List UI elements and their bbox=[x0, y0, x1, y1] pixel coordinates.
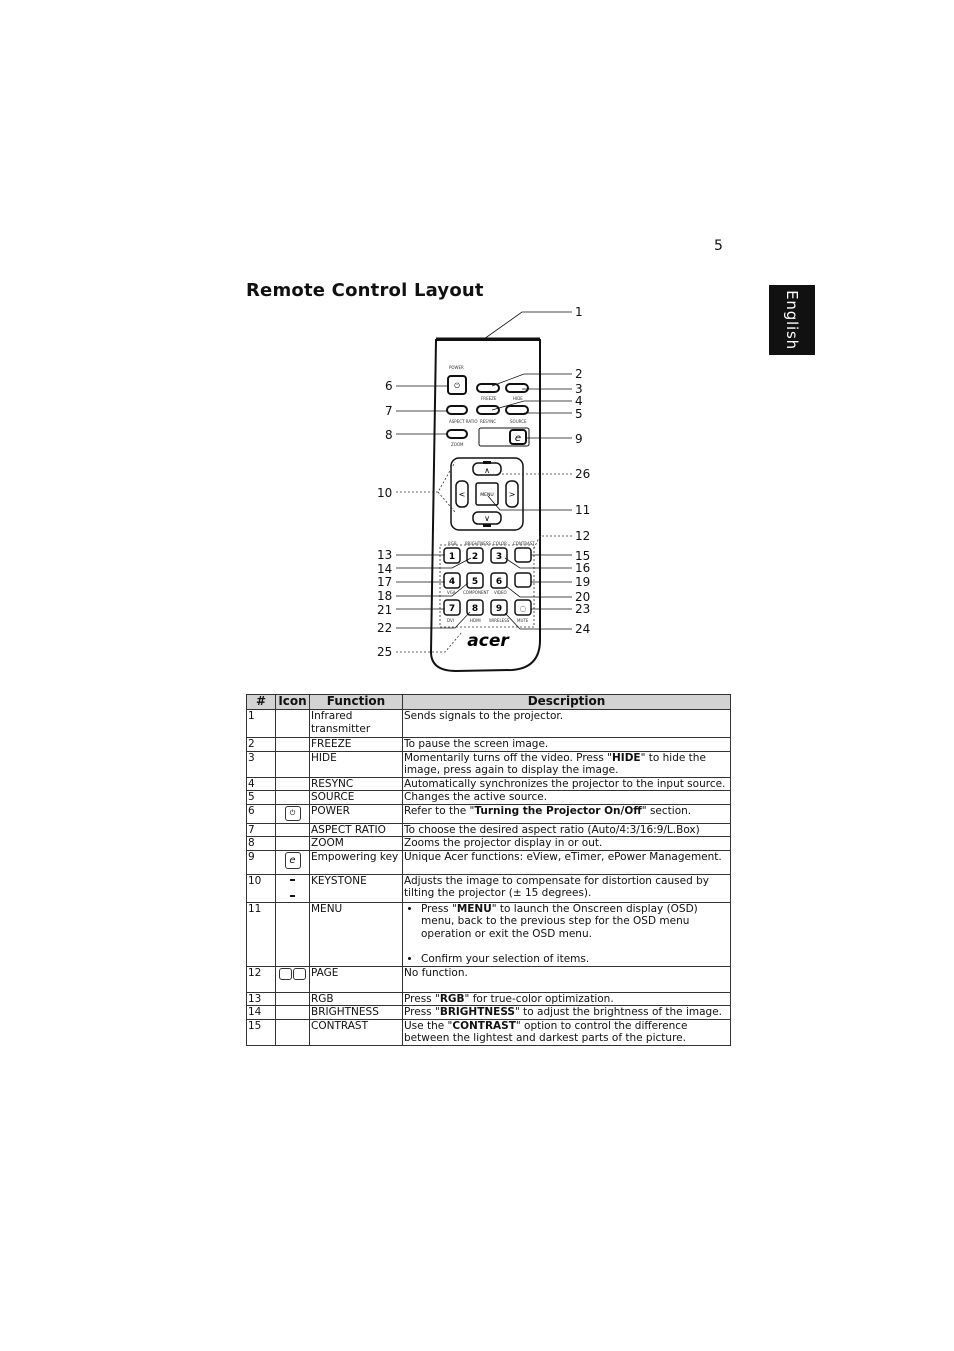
callout-24: 24 bbox=[575, 622, 591, 636]
callout-17: 17 bbox=[377, 575, 393, 589]
table-row: 7 ASPECT RATIO To choose the desired aspect ratio (Auto/4:3/16:9/L.Box) bbox=[247, 823, 731, 837]
hide-button bbox=[506, 384, 528, 392]
page-up-button bbox=[515, 548, 531, 562]
table-row: 12 PAGE No function. bbox=[247, 966, 731, 992]
zoom-button bbox=[447, 430, 467, 438]
table-row: 10 KEYSTONE Adjusts the image to compensate for distortion caused by tilting the projector (± 15 degrees). bbox=[247, 874, 731, 902]
table-row: 5 SOURCE Changes the active source. bbox=[247, 791, 731, 805]
keystone-up-icon bbox=[290, 879, 295, 881]
power-label: POWER bbox=[449, 365, 464, 370]
acer-logo: acer bbox=[467, 631, 509, 651]
down-arrow-icon: ∨ bbox=[484, 514, 490, 523]
callout-9: 9 bbox=[575, 432, 583, 446]
callout-8: 8 bbox=[385, 428, 393, 442]
table-row: 3 HIDE Momentarily turns off the video. Press "HIDE" to hide the image, press again to display the image. bbox=[247, 751, 731, 777]
power-icon: ⏻ bbox=[454, 382, 460, 390]
menu-label: MENU bbox=[480, 493, 494, 498]
keypad-digit-5: 5 bbox=[471, 577, 479, 587]
mute-label: MUTE bbox=[517, 618, 529, 623]
mute-icon: ◌ bbox=[519, 604, 527, 613]
table-row: 15 CONTRAST Use the "CONTRAST" option to control the difference between the lightest and darkest parts of the picture. bbox=[247, 1019, 731, 1045]
callout-16: 16 bbox=[575, 561, 591, 575]
callout-15: 15 bbox=[575, 549, 591, 563]
zoom-label: ZOOM bbox=[451, 442, 464, 447]
hdmi-label: HDMI bbox=[470, 618, 481, 623]
keypad-digit-4: 4 bbox=[448, 577, 456, 587]
callout-22: 22 bbox=[377, 621, 393, 635]
callout-26: 26 bbox=[575, 467, 591, 481]
power-icon: ⏻ bbox=[285, 806, 301, 821]
rgb-label: RGB bbox=[448, 541, 457, 546]
dvi-label: DVI bbox=[447, 618, 454, 623]
callout-3: 3 bbox=[575, 382, 583, 396]
keypad-digit-9: 9 bbox=[495, 604, 503, 614]
keypad-digit-3: 3 bbox=[495, 552, 503, 562]
wireless-label: WIRELESS bbox=[489, 618, 510, 623]
function-table bbox=[246, 694, 731, 1046]
component-label: COMPONENT bbox=[463, 590, 489, 595]
table-row: 2 FREEZE To pause the screen image. bbox=[247, 738, 731, 752]
language-tab-label: English bbox=[783, 290, 801, 350]
hide-label: HIDE bbox=[513, 396, 523, 401]
resync-label: RESYNC bbox=[480, 419, 497, 424]
callout-2: 2 bbox=[575, 367, 583, 381]
contrast-label: CONTRAST bbox=[513, 541, 535, 546]
brightness-label: BRIGHTNESS bbox=[465, 541, 491, 546]
table-row: 9 e Empowering key Unique Acer functions: eView, eTimer, ePower Management. bbox=[247, 850, 731, 874]
keystone-down-icon bbox=[290, 895, 295, 897]
callout-10: 10 bbox=[377, 486, 393, 500]
source-label: SOURCE bbox=[510, 419, 527, 424]
callout-12: 12 bbox=[575, 529, 591, 543]
callout-13: 13 bbox=[377, 548, 393, 562]
vga-label: VGA bbox=[447, 590, 456, 595]
callout-7: 7 bbox=[385, 404, 393, 418]
callout-18: 18 bbox=[377, 589, 393, 603]
page-number: 5 bbox=[714, 238, 723, 254]
keypad-digit-7: 7 bbox=[448, 604, 456, 614]
callout-14: 14 bbox=[377, 562, 393, 576]
header-icon: Icon bbox=[276, 695, 310, 710]
callout-19: 19 bbox=[575, 575, 591, 589]
language-tab bbox=[769, 285, 815, 355]
header-num: # bbox=[247, 695, 276, 710]
page-down-icon bbox=[293, 968, 306, 980]
callout-6: 6 bbox=[385, 379, 393, 393]
table-header-row bbox=[247, 695, 731, 710]
callout-23: 23 bbox=[575, 602, 591, 616]
callout-5: 5 bbox=[575, 407, 583, 421]
page-down-button bbox=[515, 573, 531, 587]
keypad bbox=[444, 548, 507, 615]
freeze-button bbox=[477, 384, 499, 392]
callout-11: 11 bbox=[575, 503, 591, 517]
right-arrow-icon: > bbox=[508, 490, 516, 499]
table-row: 6 ⏻ POWER Refer to the "Turning the Projector On/Off" section. bbox=[247, 804, 731, 823]
header-description: Description bbox=[403, 695, 731, 710]
left-arrow-icon: < bbox=[458, 490, 466, 499]
table-row: 4 RESYNC Automatically synchronizes the projector to the input source. bbox=[247, 777, 731, 791]
table-row: 13 RGB Press "RGB" for true-color optimization. bbox=[247, 992, 731, 1006]
table-row: 14 BRIGHTNESS Press "BRIGHTNESS" to adjust the brightness of the image. bbox=[247, 1006, 731, 1020]
header-function: Function bbox=[310, 695, 403, 710]
aspect-ratio-label: ASPECT RATIO bbox=[449, 419, 478, 424]
callout-20: 20 bbox=[575, 590, 591, 604]
callout-4: 4 bbox=[575, 394, 583, 408]
table-row: 1 Infrared transmitter Sends signals to the projector. bbox=[247, 710, 731, 738]
remote-control-diagram bbox=[360, 300, 610, 675]
callout-25: 25 bbox=[377, 645, 393, 659]
freeze-label: FREEZE bbox=[481, 396, 497, 401]
keypad-digit-6: 6 bbox=[495, 577, 503, 587]
keypad-digit-2: 2 bbox=[471, 552, 479, 562]
keystone-bottom-mark bbox=[483, 524, 491, 527]
keypad-digit-1: 1 bbox=[448, 552, 456, 562]
keystone-top-mark bbox=[483, 461, 491, 464]
table-row: 11 MENU • Press "MENU" to launch the Onscreen display (OSD) menu, back to the previous step for the OSD menu operation or exit the OSD menu. • Confirm your selection of items. bbox=[247, 902, 731, 966]
callout-21: 21 bbox=[377, 603, 393, 617]
callout-1: 1 bbox=[575, 305, 583, 319]
empowering-e-icon: e bbox=[285, 852, 301, 869]
resync-button bbox=[477, 406, 499, 414]
up-arrow-icon: ∧ bbox=[484, 466, 490, 475]
table-row: 8 ZOOM Zooms the projector display in or out. bbox=[247, 837, 731, 851]
color-label: COLOR bbox=[493, 541, 507, 546]
keypad-digit-8: 8 bbox=[471, 604, 479, 614]
empowering-e-icon: e bbox=[514, 433, 522, 444]
video-label: VIDEO bbox=[494, 590, 507, 595]
page-up-icon bbox=[279, 968, 292, 980]
aspect-ratio-button bbox=[447, 406, 467, 414]
page-title: Remote Control Layout bbox=[246, 280, 484, 301]
